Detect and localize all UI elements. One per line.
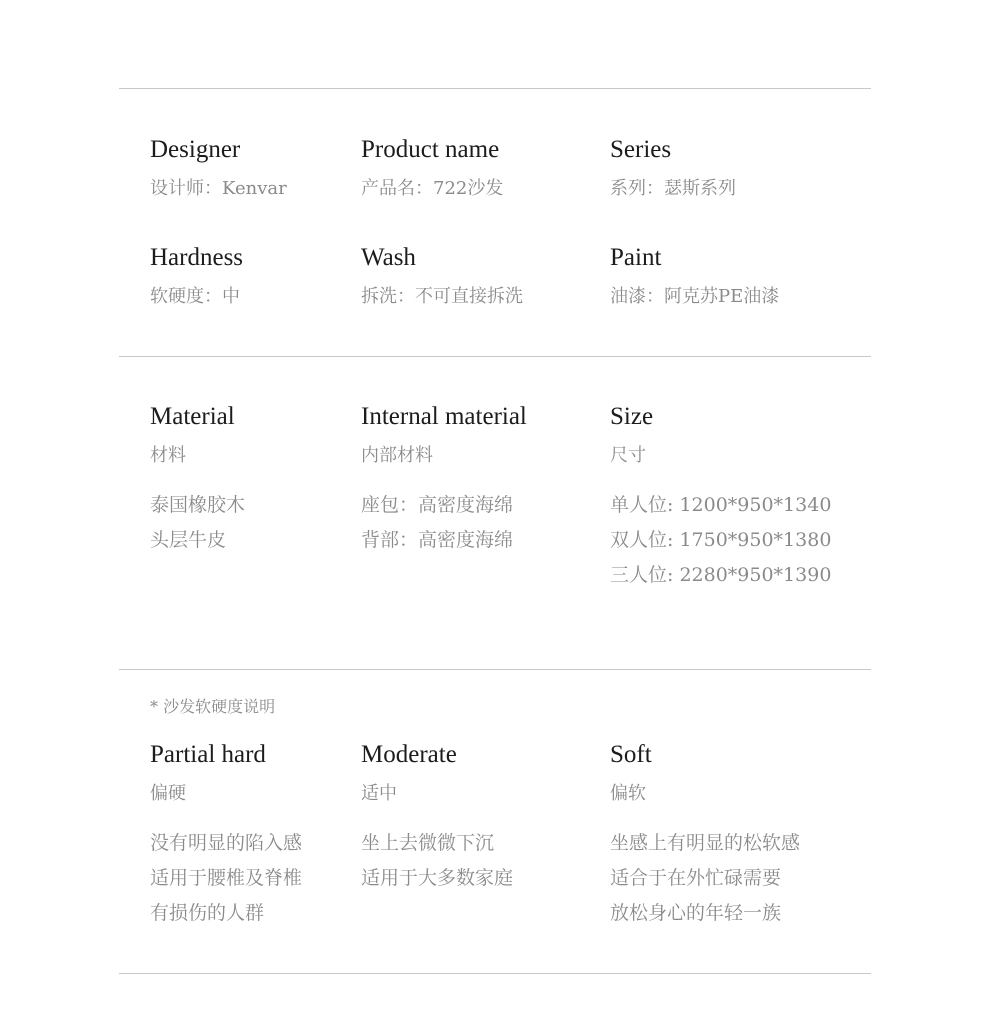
list-item: 适用于腰椎及脊椎	[150, 867, 303, 889]
list-item: 背部：高密度海绵	[361, 529, 514, 551]
list-item: 三人位: 2280*950*1390	[610, 564, 832, 586]
hardness-note: * 沙发软硬度说明	[150, 697, 276, 716]
material-list	[150, 488, 245, 558]
partial-hard-list	[150, 826, 302, 931]
moderate-subtitle: 适中	[361, 783, 397, 804]
moderate-list	[361, 826, 513, 896]
list-item: 坐上去微微下沉	[361, 832, 495, 854]
paint-value: 油漆：阿克苏PE油漆	[610, 286, 780, 307]
designer-value: 设计师：Kenvar	[150, 178, 287, 199]
size-list	[610, 488, 831, 593]
size-subtitle: 尺寸	[610, 445, 646, 466]
material-subtitle: 材料	[150, 445, 186, 466]
hardness-value: 软硬度：中	[150, 286, 240, 307]
internal-material-list	[361, 488, 513, 558]
list-item: 双人位: 1750*950*1380	[610, 529, 832, 551]
partial-hard-title: Partial hard	[150, 741, 266, 768]
list-item: 适用于大多数家庭	[361, 867, 514, 889]
internal-material-title: Internal material	[361, 403, 527, 430]
partial-hard-subtitle: 偏硬	[150, 783, 186, 804]
moderate-title: Moderate	[361, 741, 457, 768]
soft-title: Soft	[610, 741, 652, 768]
list-item: 头层牛皮	[150, 529, 227, 551]
list-item: 坐感上有明显的松软感	[610, 832, 801, 854]
soft-subtitle: 偏软	[610, 783, 646, 804]
divider-materials-hardness	[119, 669, 871, 670]
soft-list	[610, 826, 800, 931]
list-item: 座包：高密度海绵	[361, 494, 514, 516]
divider-specs-materials	[119, 356, 871, 357]
list-item: 放松身心的年轻一族	[610, 902, 782, 924]
material-title: Material	[150, 403, 235, 430]
list-item: 适合于在外忙碌需要	[610, 867, 782, 889]
internal-material-subtitle: 内部材料	[361, 445, 433, 466]
series-value: 系列：瑟斯系列	[610, 178, 736, 199]
series-title: Series	[610, 136, 672, 163]
paint-title: Paint	[610, 244, 662, 271]
divider-top	[119, 88, 871, 89]
list-item: 泰国橡胶木	[150, 494, 246, 516]
product-name-title: Product name	[361, 136, 500, 163]
wash-value: 拆洗：不可直接拆洗	[361, 286, 523, 307]
wash-title: Wash	[361, 244, 416, 271]
list-item: 没有明显的陷入感	[150, 832, 303, 854]
divider-bottom	[119, 973, 871, 974]
list-item: 单人位: 1200*950*1340	[610, 494, 832, 516]
product-name-value: 产品名：722沙发	[361, 178, 504, 199]
hardness-title: Hardness	[150, 244, 244, 271]
list-item: 有损伤的人群	[150, 902, 265, 924]
size-title: Size	[610, 403, 654, 430]
designer-title: Designer	[150, 136, 241, 163]
